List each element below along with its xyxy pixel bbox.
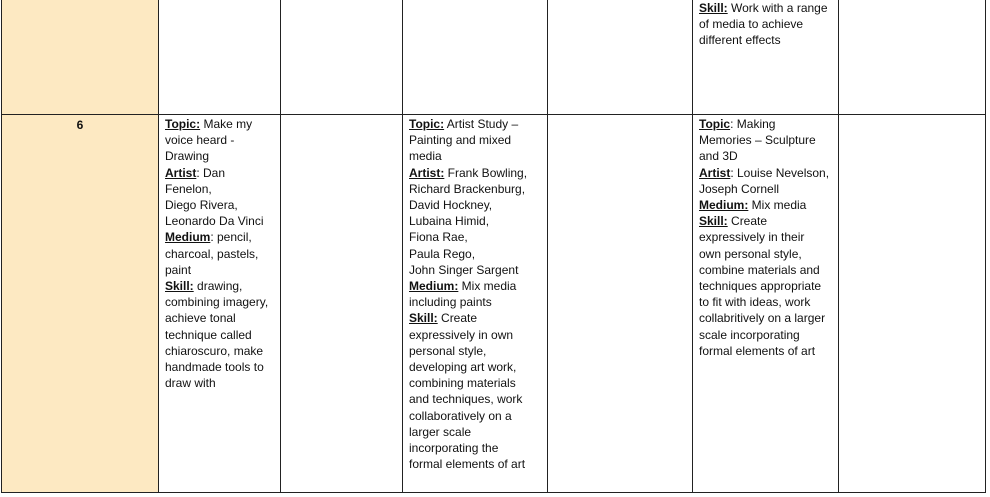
table-cell [403, 0, 548, 115]
medium-label: Medium: [699, 198, 749, 213]
table-row [2, 0, 986, 115]
topic-label: Topic: [165, 117, 201, 131]
art-cell-drawing: Topic: Make my voice heard - Drawing Artist: Dan Fenelon, Diego Rivera, Leonardo Da Vinci Medium: pencil, charcoal, pastels, paint Skill: drawing, combining imagery, achieve tonal technique called chiaroscuro, make handmade tools to draw with [159, 115, 281, 493]
art-cell-painting: Topic: Artist Study – Painting and mixed media Artist: Frank Bowling, Richard Brackenburg, David Hockney, Lubaina Himid, Fiona Rae, Paula Rego, John Singer Sargent Medium: Mix media including paints Skill: Create expressively in own personal style, developing art work, combining materials and techniques, work collaboratively on a larger scale incorporating the formal elements of art [403, 115, 548, 493]
medium-label: Medium: [409, 279, 459, 294]
table-cell [548, 0, 693, 115]
topic-label: Topic [699, 117, 731, 131]
curriculum-table [1, 0, 986, 493]
table-cell [548, 115, 693, 493]
artist-label: Artist: [409, 165, 445, 180]
skill-label: Skill: [165, 279, 194, 294]
skill-label: Skill: [699, 1, 728, 15]
skill-label: Skill: [699, 214, 728, 229]
artist-label: Artist [165, 165, 197, 180]
table-cell [839, 0, 986, 115]
skill-block: Skill: Work with a range of media to achieve different effects [699, 1, 828, 48]
year-cell [2, 0, 159, 115]
table-cell [281, 115, 403, 493]
art-cell-sculpture: Topic: Making Memories – Sculpture and 3D Artist: Louise Nevelson, Joseph Cornell Medium: Mix media Skill: Create expressively in their own personal style, combine materials and techniques appropriate to fit with ideas, work collabritively on a larger scale incorporating formal elements of art [693, 115, 839, 493]
table-cell [281, 0, 403, 115]
skill-label: Skill: [409, 311, 438, 326]
medium-label: Medium [165, 230, 211, 245]
artist-label: Artist [699, 165, 731, 180]
year-number: 6 [76, 118, 84, 132]
table-cell [693, 0, 839, 115]
table-cell [159, 0, 281, 115]
table-cell [839, 115, 986, 493]
topic-label: Topic: [409, 117, 445, 131]
table-row [2, 115, 986, 493]
year-cell [2, 115, 159, 493]
